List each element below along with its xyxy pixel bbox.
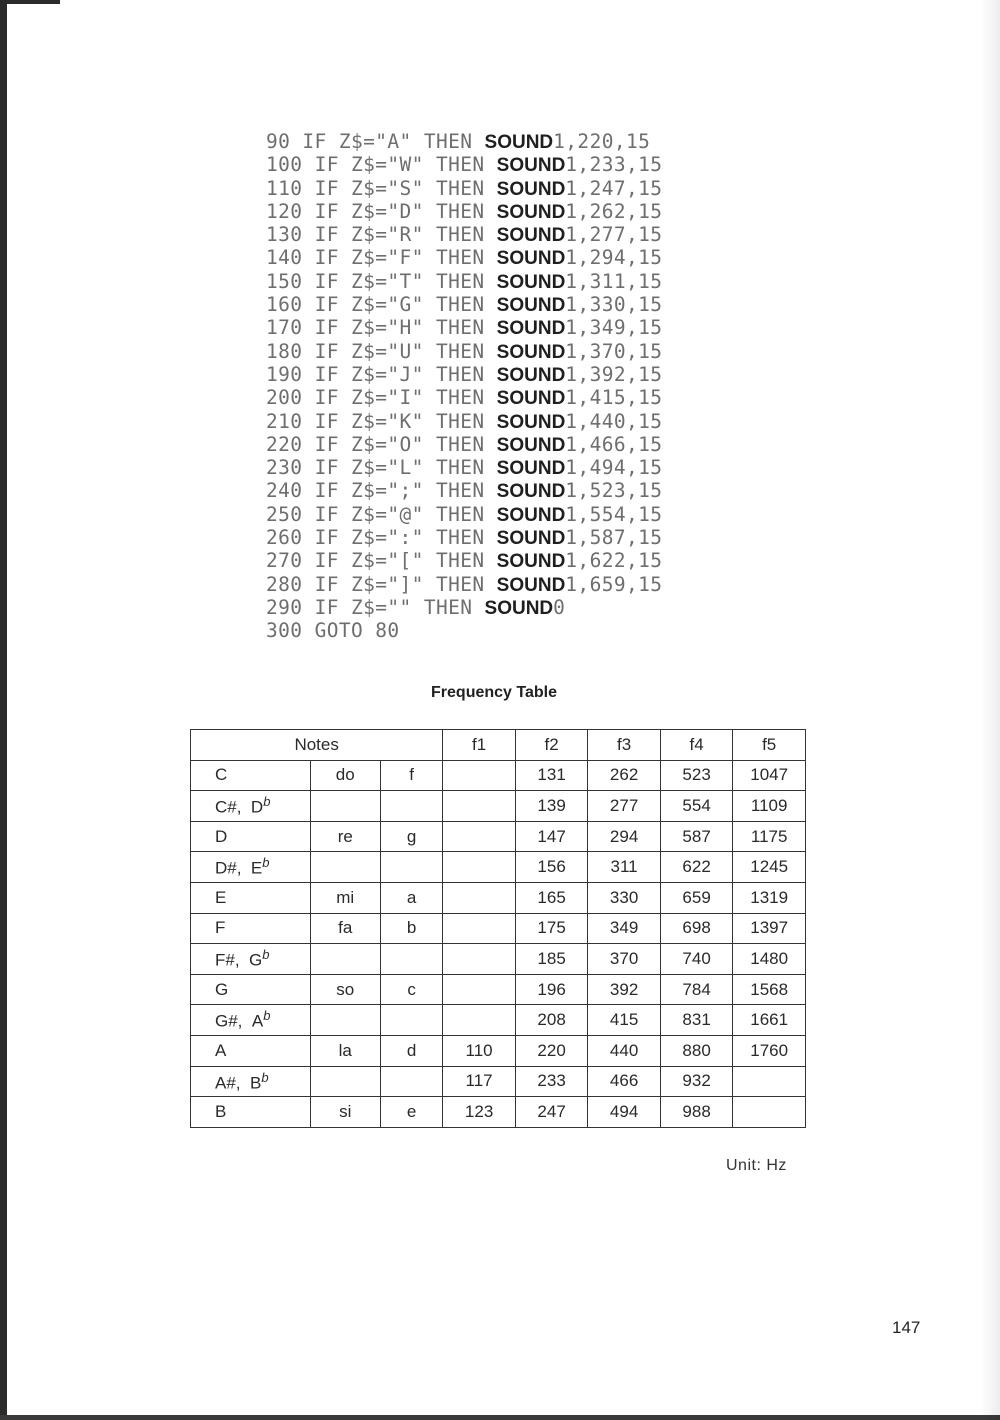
note-name: C [215, 765, 228, 785]
header-f3: f3 [588, 730, 661, 761]
f1-cell: 110 [443, 1035, 516, 1066]
sound-keyword: SOUND [496, 271, 566, 293]
sound-arguments: 1,440,15 [565, 409, 663, 433]
f5-cell [733, 1097, 806, 1128]
line-number: 90 [266, 130, 291, 153]
code-line [266, 293, 786, 316]
sound-arguments: 1,523,15 [565, 479, 663, 503]
code-line [266, 549, 786, 572]
code-line [266, 410, 786, 433]
code-line [266, 200, 786, 223]
letter-cell: b [380, 913, 442, 944]
sound-keyword: SOUND [496, 504, 566, 526]
line-number: 220 [266, 432, 303, 456]
letter-cell: e [380, 1097, 442, 1128]
sound-keyword: SOUND [496, 295, 566, 317]
solfege-cell: so [310, 974, 380, 1005]
code-line [266, 177, 786, 200]
f3-cell: 277 [588, 791, 661, 822]
f2-cell: 139 [515, 791, 588, 822]
sound-keyword: SOUND [496, 341, 566, 363]
letter-cell [380, 1005, 442, 1036]
f3-cell: 494 [588, 1097, 661, 1128]
f1-cell [443, 913, 516, 944]
flat-sign: b [262, 855, 270, 871]
line-number: 120 [266, 199, 303, 223]
solfege-cell: mi [310, 882, 380, 913]
letter-cell [380, 791, 442, 822]
flat-note-name: D [250, 797, 264, 817]
table-row [191, 1066, 806, 1097]
line-number: 290 [266, 595, 303, 619]
frequency-table [190, 729, 806, 1128]
sound-keyword: SOUND [496, 178, 566, 200]
line-statement: IF Z$="R" THEN [314, 223, 485, 247]
page-bottom-edge [0, 1415, 1000, 1420]
solfege-cell [310, 791, 380, 822]
solfege-cell [310, 1005, 380, 1036]
note-cell [191, 1066, 311, 1097]
f3-cell: 294 [588, 821, 661, 852]
header-f4: f4 [660, 730, 733, 761]
line-statement: IF Z$="O" THEN [314, 432, 485, 456]
sound-arguments: 1,233,15 [565, 153, 663, 177]
note-cell [191, 1035, 311, 1066]
f5-cell: 1661 [733, 1005, 806, 1036]
code-line [266, 363, 786, 386]
note-name: C#, [215, 797, 242, 817]
code-line [266, 316, 786, 339]
note-cell [191, 974, 311, 1005]
line-number: 230 [266, 456, 303, 480]
line-number: 300 [266, 619, 303, 643]
sound-keyword: SOUND [496, 201, 566, 223]
code-line [266, 223, 786, 246]
f4-cell: 932 [660, 1066, 733, 1097]
code-line [266, 479, 786, 502]
flat-sign: b [263, 1008, 271, 1024]
note-name: A [215, 1040, 227, 1060]
sound-keyword: SOUND [484, 132, 554, 153]
f2-cell: 196 [515, 974, 588, 1005]
line-statement: IF Z$="L" THEN [314, 456, 485, 480]
note-name: G [215, 979, 229, 999]
line-number: 240 [266, 479, 303, 503]
book-spine-edge [0, 0, 7, 1420]
flat-sign: b [263, 794, 271, 810]
solfege-cell: si [310, 1097, 380, 1128]
line-statement: IF Z$=";" THEN [314, 479, 485, 503]
table-row [191, 1005, 806, 1036]
f1-cell [443, 791, 516, 822]
f2-cell: 220 [515, 1035, 588, 1066]
letter-cell: g [380, 821, 442, 852]
f4-cell: 554 [660, 791, 733, 822]
f4-cell: 587 [660, 821, 733, 852]
f1-cell: 123 [443, 1097, 516, 1128]
f1-cell [443, 882, 516, 913]
table-row [191, 760, 806, 791]
f2-cell: 131 [515, 760, 588, 791]
flat-note-name: B [249, 1073, 262, 1093]
f3-cell: 311 [588, 852, 661, 883]
f5-cell: 1175 [733, 821, 806, 852]
table-row [191, 974, 806, 1005]
code-line [266, 596, 786, 619]
note-cell [191, 1097, 311, 1128]
solfege-cell: re [310, 821, 380, 852]
sound-arguments: 1,370,15 [565, 339, 663, 363]
f3-cell: 370 [588, 944, 661, 975]
letter-cell: f [380, 760, 442, 791]
f2-cell: 147 [515, 821, 588, 852]
sound-arguments: 1,330,15 [565, 293, 663, 317]
f3-cell: 415 [588, 1005, 661, 1036]
flat-sign: b [262, 947, 270, 963]
line-number: 190 [266, 362, 303, 386]
table-row [191, 852, 806, 883]
letter-cell: c [380, 974, 442, 1005]
table-title: Frequency Table [431, 684, 557, 701]
note-cell [191, 944, 311, 975]
table-row [191, 913, 806, 944]
sound-keyword: SOUND [496, 388, 566, 410]
code-line [266, 503, 786, 526]
code-line [266, 246, 786, 269]
code-line [266, 130, 786, 153]
f5-cell: 1047 [733, 760, 806, 791]
page-right-shade [980, 0, 1000, 1420]
letter-cell: d [380, 1035, 442, 1066]
sound-keyword: SOUND [496, 574, 566, 596]
header-f2: f2 [515, 730, 588, 761]
f5-cell: 1760 [733, 1035, 806, 1066]
code-line [266, 386, 786, 409]
note-name: F#, [215, 950, 240, 970]
line-number: 140 [266, 246, 303, 270]
f3-cell: 349 [588, 913, 661, 944]
note-cell [191, 1005, 311, 1036]
sound-arguments: 1,349,15 [565, 316, 663, 340]
line-statement: IF Z$="[" THEN [314, 549, 485, 573]
line-statement: IF Z$="H" THEN [314, 316, 485, 340]
flat-note-name: E [250, 859, 263, 878]
sound-keyword: SOUND [496, 481, 566, 503]
header-f5: f5 [733, 730, 806, 761]
sound-keyword: SOUND [496, 434, 566, 456]
table-row [191, 882, 806, 913]
line-statement: IF Z$="D" THEN [314, 199, 485, 223]
f5-cell: 1568 [733, 974, 806, 1005]
sound-arguments: 1,311,15 [565, 269, 663, 293]
f5-cell: 1109 [733, 791, 806, 822]
f4-cell: 523 [660, 760, 733, 791]
sound-keyword: SOUND [496, 528, 566, 550]
code-line [266, 573, 786, 596]
line-number: 270 [266, 549, 303, 573]
f5-cell: 1480 [733, 944, 806, 975]
code-line [266, 153, 786, 176]
note-cell [191, 821, 311, 852]
sound-keyword: SOUND [496, 364, 566, 386]
f2-cell: 156 [515, 852, 588, 883]
sound-keyword: SOUND [496, 318, 566, 340]
sound-keyword: SOUND [496, 411, 566, 433]
f5-cell [733, 1066, 806, 1097]
table-row [191, 791, 806, 822]
note-name: D [215, 826, 228, 846]
header-f1: f1 [443, 730, 516, 761]
sound-keyword: SOUND [484, 597, 554, 619]
unit-label: Unit: Hz [726, 1157, 787, 1174]
sound-keyword: SOUND [496, 458, 566, 480]
note-cell [191, 791, 311, 822]
f1-cell [443, 944, 516, 975]
line-number: 180 [266, 339, 303, 363]
line-number: 210 [266, 409, 303, 433]
line-statement: IF Z$="" THEN [314, 595, 473, 619]
header-notes: Notes [191, 730, 443, 761]
sound-arguments: 1,587,15 [565, 526, 663, 550]
line-statement: IF Z$="K" THEN [314, 409, 485, 433]
code-line [266, 619, 786, 642]
page-top-edge [0, 0, 60, 4]
f4-cell: 831 [660, 1005, 733, 1036]
solfege-cell: do [310, 760, 380, 791]
f2-cell: 175 [515, 913, 588, 944]
line-statement: IF Z$="A" THEN [302, 130, 473, 153]
sound-arguments: 1,220,15 [553, 130, 651, 153]
line-statement: IF Z$="T" THEN [314, 269, 485, 293]
sound-arguments: 1,494,15 [565, 456, 663, 480]
f4-cell: 880 [660, 1035, 733, 1066]
letter-cell [380, 1066, 442, 1097]
note-name: E [215, 887, 227, 907]
sound-arguments: 1,554,15 [565, 502, 663, 526]
line-statement: IF Z$="S" THEN [314, 176, 485, 200]
line-statement: IF Z$="I" THEN [314, 386, 485, 410]
note-cell [191, 913, 311, 944]
note-name: G#, [215, 1011, 243, 1031]
table-row [191, 821, 806, 852]
line-statement: GOTO 80 [314, 619, 400, 643]
f2-cell: 185 [515, 944, 588, 975]
line-number: 150 [266, 269, 303, 293]
note-cell [191, 882, 311, 913]
line-statement: IF Z$="W" THEN [314, 153, 485, 177]
code-line [266, 526, 786, 549]
f4-cell: 622 [660, 852, 733, 883]
line-statement: IF Z$=":" THEN [314, 526, 485, 550]
f2-cell: 233 [515, 1066, 588, 1097]
f1-cell [443, 974, 516, 1005]
f1-cell [443, 1005, 516, 1036]
line-number: 170 [266, 316, 303, 340]
letter-cell [380, 852, 442, 883]
line-statement: IF Z$="]" THEN [314, 572, 485, 596]
sound-arguments: 1,262,15 [565, 199, 663, 223]
note-name: D#, [215, 859, 242, 878]
line-statement: IF Z$="@" THEN [314, 502, 485, 526]
f5-cell: 1245 [733, 852, 806, 883]
solfege-cell: la [310, 1035, 380, 1066]
note-name: F [215, 918, 226, 938]
solfege-cell [310, 944, 380, 975]
f1-cell: 117 [443, 1066, 516, 1097]
line-number: 160 [266, 293, 303, 317]
f3-cell: 466 [588, 1066, 661, 1097]
sound-arguments: 1,659,15 [565, 572, 663, 596]
note-name: A#, [215, 1073, 241, 1093]
f5-cell: 1319 [733, 882, 806, 913]
sound-arguments: 1,247,15 [565, 176, 663, 200]
f5-cell: 1397 [733, 913, 806, 944]
sound-keyword: SOUND [496, 551, 566, 573]
sound-arguments: 1,622,15 [565, 549, 663, 573]
line-number: 200 [266, 386, 303, 410]
flat-note-name: G [249, 950, 263, 970]
letter-cell [380, 944, 442, 975]
f1-cell [443, 852, 516, 883]
f3-cell: 330 [588, 882, 661, 913]
line-number: 130 [266, 223, 303, 247]
note-cell [191, 852, 311, 883]
sound-keyword: SOUND [496, 155, 566, 177]
f4-cell: 784 [660, 974, 733, 1005]
line-statement: IF Z$="J" THEN [314, 362, 485, 386]
f1-cell [443, 760, 516, 791]
line-number: 100 [266, 153, 303, 177]
line-statement: IF Z$="F" THEN [314, 246, 485, 270]
note-cell [191, 760, 311, 791]
f4-cell: 698 [660, 913, 733, 944]
f4-cell: 988 [660, 1097, 733, 1128]
line-number: 110 [266, 176, 303, 200]
note-name: B [215, 1101, 227, 1121]
sound-arguments: 1,277,15 [565, 223, 663, 247]
basic-program-listing [266, 130, 786, 643]
code-line [266, 340, 786, 363]
f3-cell: 392 [588, 974, 661, 1005]
code-line [266, 433, 786, 456]
sound-keyword: SOUND [496, 248, 566, 270]
line-statement: IF Z$="G" THEN [314, 293, 485, 317]
table-header-row [191, 730, 806, 761]
sound-arguments: 1,294,15 [565, 246, 663, 270]
sound-keyword: SOUND [496, 225, 566, 247]
f1-cell [443, 821, 516, 852]
f3-cell: 262 [588, 760, 661, 791]
page-number: 147 [892, 1318, 921, 1337]
line-statement: IF Z$="U" THEN [314, 339, 485, 363]
solfege-cell [310, 1066, 380, 1097]
table-row [191, 1035, 806, 1066]
code-line [266, 270, 786, 293]
solfege-cell: fa [310, 913, 380, 944]
f4-cell: 740 [660, 944, 733, 975]
sound-arguments: 0 [553, 595, 566, 619]
code-line [266, 456, 786, 479]
sound-arguments: 1,415,15 [565, 386, 663, 410]
letter-cell: a [380, 882, 442, 913]
f2-cell: 208 [515, 1005, 588, 1036]
table-row [191, 944, 806, 975]
flat-note-name: A [251, 1011, 264, 1031]
line-number: 250 [266, 502, 303, 526]
f2-cell: 165 [515, 882, 588, 913]
line-number: 280 [266, 572, 303, 596]
sound-arguments: 1,466,15 [565, 432, 663, 456]
flat-sign: b [261, 1069, 269, 1085]
f4-cell: 659 [660, 882, 733, 913]
solfege-cell [310, 852, 380, 883]
line-number: 260 [266, 526, 303, 550]
f3-cell: 440 [588, 1035, 661, 1066]
table-row [191, 1097, 806, 1128]
f2-cell: 247 [515, 1097, 588, 1128]
sound-arguments: 1,392,15 [565, 362, 663, 386]
